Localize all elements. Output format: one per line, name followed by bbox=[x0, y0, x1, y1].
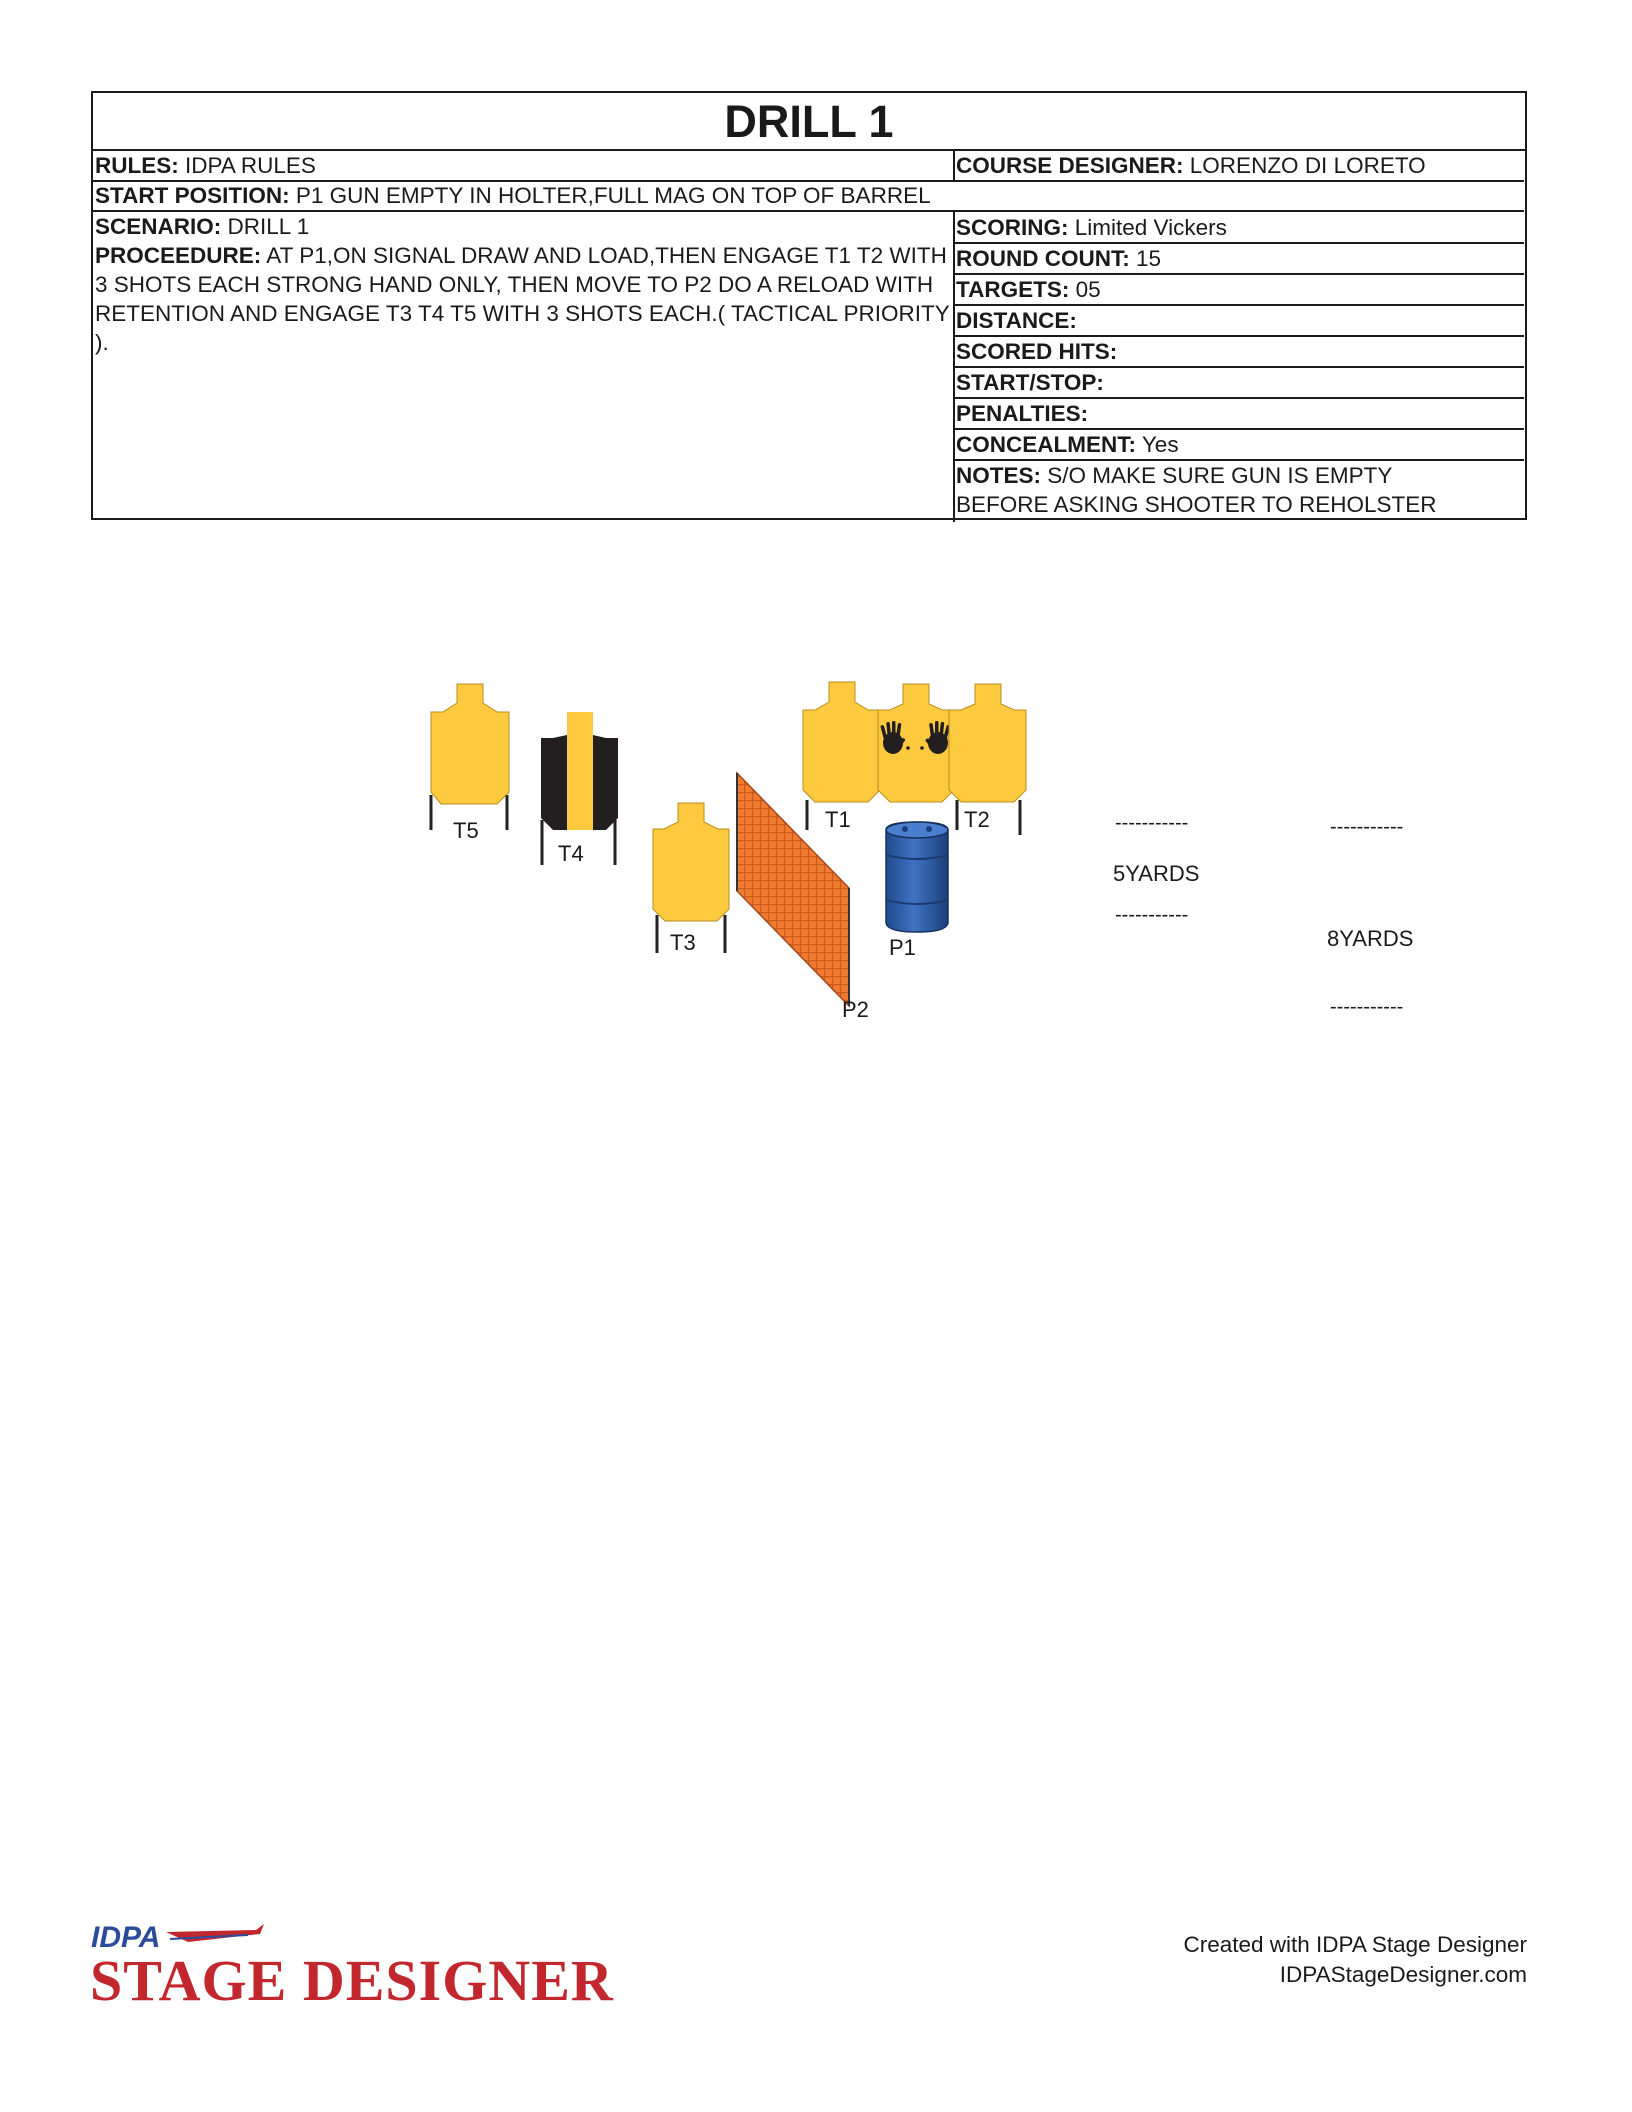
distance-label: DISTANCE: bbox=[956, 308, 1077, 333]
notes-line-1: S/O MAKE SURE GUN IS EMPTY bbox=[1047, 463, 1393, 488]
penalties-label: PENALTIES: bbox=[956, 401, 1089, 426]
target-t5 bbox=[431, 684, 509, 830]
designer-label: COURSE DESIGNER: bbox=[956, 153, 1184, 178]
distance-marker: ----------- bbox=[1330, 816, 1404, 838]
rules-label: RULES: bbox=[95, 153, 179, 178]
start-position-label: START POSITION: bbox=[95, 183, 290, 208]
label-t4: T4 bbox=[558, 841, 584, 866]
label-t2: T2 bbox=[964, 807, 990, 832]
rules-value: IDPA RULES bbox=[185, 153, 316, 178]
logo-idpa: IDPA bbox=[91, 1921, 161, 1954]
start-position-value: P1 GUN EMPTY IN HOLTER,FULL MAG ON TOP OF BARREL bbox=[295, 183, 931, 208]
footer-credit bbox=[1183, 1930, 1527, 1990]
procedure-value: AT P1,ON SIGNAL DRAW AND LOAD,THEN ENGAGE T1 T2 WITH 3 SHOTS EACH STRONG HAND ONLY, THEN MOVE TO P2 DO A RELOAD WITH RETENTION AND ENGAGE T3 T4 T5 WITH 3 SHOTS EACH.( TACTICAL PRIORITY ). bbox=[95, 243, 950, 355]
label-p2: P2 bbox=[842, 997, 869, 1022]
distance-marker: ----------- bbox=[1115, 904, 1189, 926]
targets-value: 05 bbox=[1075, 277, 1101, 302]
scoring-value: Limited Vickers bbox=[1074, 215, 1227, 240]
round-count-label: ROUND COUNT: bbox=[956, 246, 1130, 271]
scenario-label: SCENARIO: bbox=[95, 214, 222, 239]
concealment-label: CONCEALMENT: bbox=[956, 432, 1136, 457]
label-p1: P1 bbox=[889, 935, 916, 960]
notes-line-2: BEFORE ASKING SHOOTER TO REHOLSTER bbox=[956, 492, 1437, 517]
stage-title: DRILL 1 bbox=[93, 93, 1525, 151]
start-stop-label: START/STOP: bbox=[956, 370, 1104, 395]
label-t1: T1 bbox=[825, 807, 851, 832]
procedure-label: PROCEEDURE: bbox=[95, 243, 262, 268]
target-no-shoot bbox=[878, 684, 954, 802]
scored-hits-label: SCORED HITS: bbox=[956, 339, 1118, 364]
label-5-yards: 5YARDS bbox=[1113, 861, 1200, 886]
logo-graphic bbox=[88, 1920, 668, 2010]
label-t3: T3 bbox=[670, 930, 696, 955]
round-count-value: 15 bbox=[1136, 246, 1162, 271]
targets-label: TARGETS: bbox=[956, 277, 1070, 302]
concealment-value: Yes bbox=[1141, 432, 1179, 457]
designer-value: LORENZO DI LORETO bbox=[1189, 153, 1426, 178]
credit-line-1: Created with IDPA Stage Designer bbox=[1183, 1932, 1527, 1957]
label-8-yards: 8YARDS bbox=[1327, 926, 1414, 951]
notes-label: NOTES: bbox=[956, 463, 1042, 488]
scoring-label: SCORING: bbox=[956, 215, 1069, 240]
credit-line-2: IDPAStageDesigner.com bbox=[1279, 1962, 1527, 1987]
label-t5: T5 bbox=[453, 818, 479, 843]
distance-marker: ----------- bbox=[1115, 812, 1189, 834]
barrel-icon bbox=[886, 822, 948, 932]
idpa-stage-designer-logo bbox=[88, 1920, 668, 2010]
scenario-value: DRILL 1 bbox=[227, 214, 310, 239]
logo-stage-designer: STAGE DESIGNER bbox=[90, 1948, 614, 2010]
distance-marker: ----------- bbox=[1330, 996, 1404, 1018]
